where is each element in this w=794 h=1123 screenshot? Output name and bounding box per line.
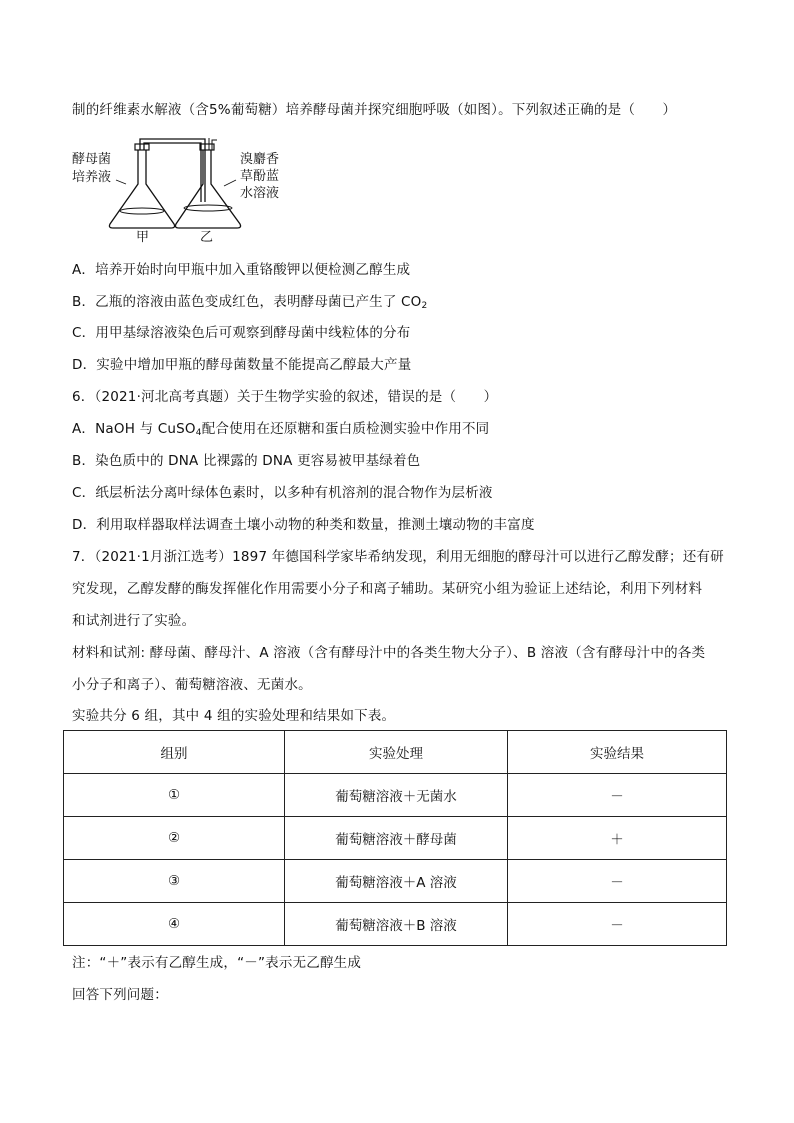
q6-stem: 6．（2021·河北高考真题）关于生物学实验的叙述，错误的是（ ） [72,389,498,405]
q7-materials-line-1: 材料和试剂: 酵母菌、酵母汁、A 溶液（含有酵母汁中的各类生物大分子）、B 溶液（含有酵母汁中的各类 [72,645,706,661]
flask-b-label: 乙 [200,230,214,245]
q6-option-a [72,419,489,443]
q7-stem-line-1: 7．（2021·1月浙江选考）1897 年德国科学家毕希纳发现，利用无细胞的酵母汁可以进行乙醇发酵；还有研 [72,549,724,565]
header-treatment: 实验处理 [285,731,508,774]
intro-line: 制的纤维素水解液（含5%葡萄糖）培养酵母菌并探究细胞呼吸（如图）。下列叙述正确的是（ ） [72,102,677,118]
right-label-2: 草酚蓝 [240,169,280,184]
q6-option-d: D．利用取样器取样法调查土壤小动物的种类和数量，推测土壤动物的丰富度 [72,517,535,533]
cell-group: ③ [64,860,285,903]
cell-result: － [508,903,727,946]
q5-option-b-text: B．乙瓶的溶液由蓝色变成红色，表明酵母菌已产生了 CO [72,294,422,310]
q5-option-a: A．培养开始时向甲瓶中加入重铬酸钾以便检测乙醇生成 [72,262,411,278]
cell-group: ④ [64,903,285,946]
table-note: 注：“＋”表示有乙醇生成，“－”表示无乙醇生成 [72,955,362,971]
left-label-1: 酵母菌 [72,152,112,167]
table-header-row [64,731,727,774]
q7-materials-line-2: 小分子和离子）、葡萄糖溶液、无菌水。 [72,677,312,693]
q6-option-b: B．染色质中的 DNA 比裸露的 DNA 更容易被甲基绿着色 [72,453,421,469]
q6-option-a-post: 配合使用在还原糖和蛋白质检测实验中作用不同 [201,421,490,437]
table-row [64,860,727,903]
table-row [64,903,727,946]
table-row [64,817,727,860]
right-label-3: 水溶液 [240,186,280,201]
table-row [64,774,727,817]
cell-result: － [508,860,727,903]
cell-result: ＋ [508,817,727,860]
q6-option-c: C．纸层析法分离叶绿体色素时，以多种有机溶剂的混合物作为层析液 [72,485,493,501]
q5-option-b [72,292,427,316]
cell-treatment: 葡萄糖溶液＋无菌水 [285,774,508,817]
q7-stem-line-2: 究发现，乙醇发酵的酶发挥催化作用需要小分子和离子辅助。某研究小组为验证上述结论，利用下列材料 [72,581,703,597]
header-group: 组别 [64,731,285,774]
cell-result: － [508,774,727,817]
cell-group: ① [64,774,285,817]
left-label-2: 培养液 [72,170,112,185]
fermentation-apparatus-figure [68,136,298,248]
cell-treatment: 葡萄糖溶液＋A 溶液 [285,860,508,903]
header-result: 实验结果 [508,731,727,774]
cell-group: ② [64,817,285,860]
cell-treatment: 葡萄糖溶液＋B 溶液 [285,903,508,946]
q6-option-a-subscript: 4 [195,428,202,438]
q5-option-b-subscript: 2 [421,301,428,311]
q5-option-c: C．用甲基绿溶液染色后可观察到酵母菌中线粒体的分布 [72,325,411,341]
right-label-1: 溴麝香 [240,152,280,167]
q7-stem-line-3: 和试剂进行了实验。 [72,613,196,629]
cell-treatment: 葡萄糖溶液＋酵母菌 [285,817,508,860]
q5-option-d: D．实验中增加甲瓶的酵母菌数量不能提高乙醇最大产量 [72,357,412,373]
results-table [63,730,727,946]
answer-prompt: 回答下列问题： [72,987,168,1003]
flask-a-label: 甲 [136,230,150,245]
q6-option-a-pre: A．NaOH 与 CuSO [72,421,196,437]
q7-table-intro: 实验共分 6 组，其中 4 组的实验处理和结果如下表。 [72,708,396,724]
